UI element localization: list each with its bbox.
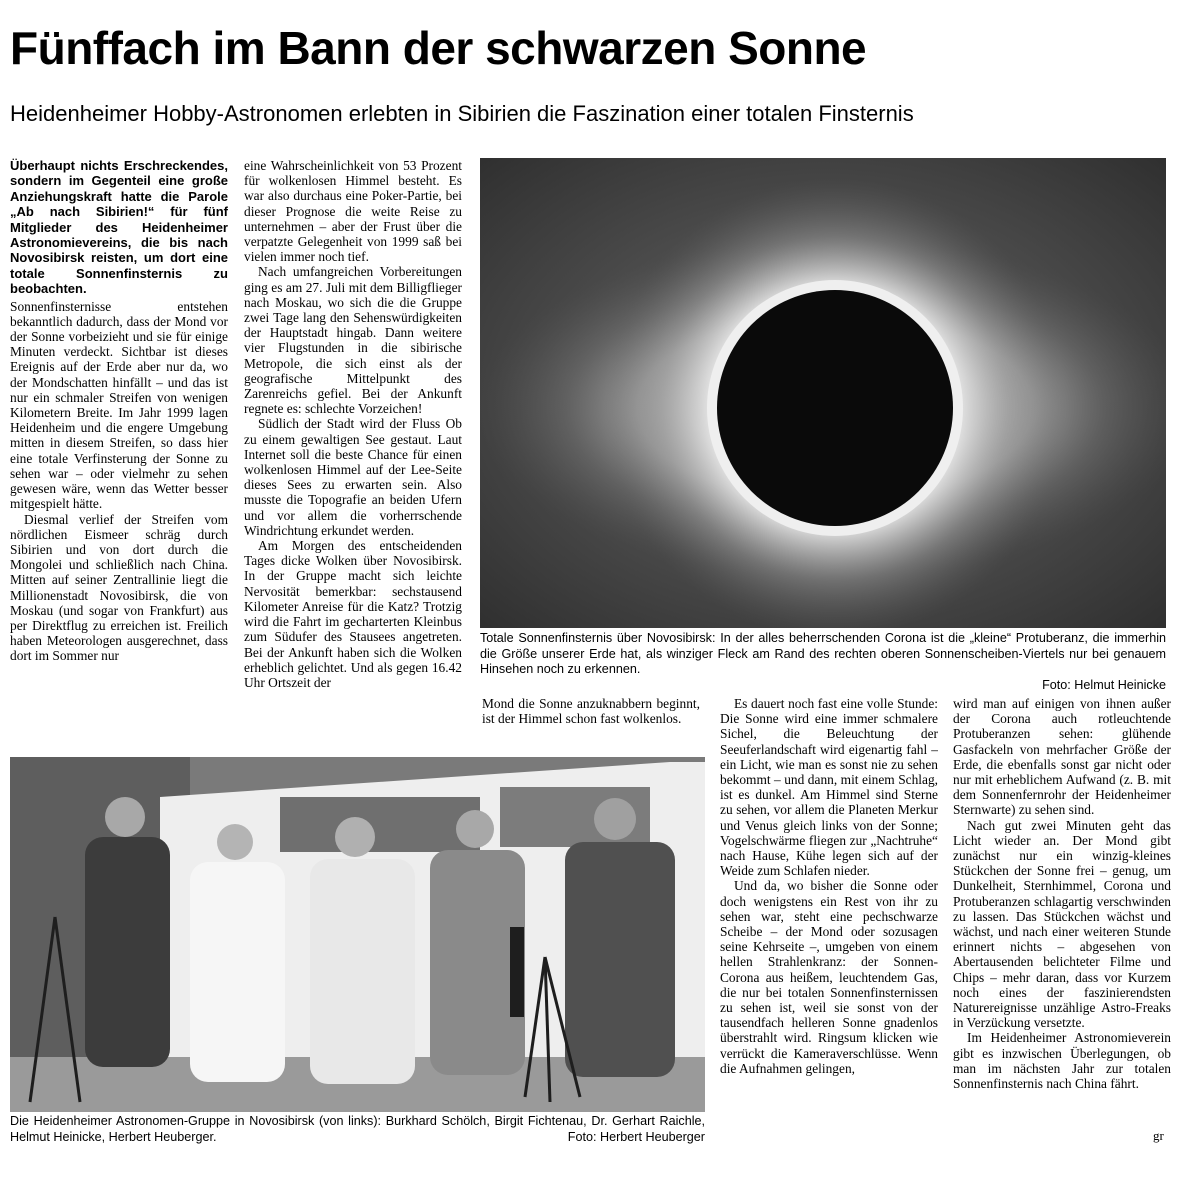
group-caption — [10, 1114, 705, 1145]
group-image — [10, 757, 705, 1112]
paragraph: wird man auf einigen von ihnen außer der Corona auch rotleuchtende Protuberanzen sehen: glühende Gasfackeln von mehrfacher Größe der Erde, die ebenfalls sonst gar nicht oder nur mit erheblichem Aufwand (z. B. mit dem Sonnenfernrohr der Heidenheimer Sternwarte) zu sehen sind. — [953, 696, 1171, 818]
article-column-1 — [10, 158, 228, 748]
paragraph: Und da, wo bisher die Sonne oder doch wenigstens ein Rest von ihr zu sehen war, steht eine pechschwarze Scheibe – der Mond oder sozusagen seine Kehrseite –, umgeben von einem hellen Strahlenkranz: der Sonnen-Corona aus heißem, leuchtendem Gas, die nur bei totalen Sonnenfinsternissen zu sehen ist, weil sie sonst von der tausendfach helleren Sonne gnadenlos überstrahlt wird. Ringsum klicken wie verrückt die Kameraverschlüsse. Wenn die Aufnahmen gelingen, — [720, 878, 938, 1076]
eclipse-caption-text: Totale Sonnenfinsternis über Novosibirsk: In der alles beherrschenden Corona ist die „kleine“ Protuberanz, die immerhin die Größe unserer Erde hat, als winziger Fleck am Rand des rechten oberen Sonnenscheiben-Viertels nur bei genauem Hinsehen noch zu erkennen. — [480, 631, 1166, 676]
group-photo-credit: Foto: Herbert Heuberger — [567, 1129, 705, 1144]
group-photo — [10, 757, 705, 1112]
article-column-4 — [720, 696, 938, 1146]
subheadline: Heidenheimer Hobby-Astronomen erlebten in Sibirien die Faszination einer totalen Finsternis — [10, 101, 914, 126]
article-column-3 — [482, 696, 700, 756]
headline: Fünffach im Bann der schwarzen Sonne — [10, 22, 867, 74]
paragraph: Im Heidenheimer Astronomieverein gibt es inzwischen Überlegungen, ob man im nächsten Jahr zur totalen Sonnenfinsternis nach China fährt. — [953, 1030, 1171, 1092]
author-initials: gr — [1153, 1128, 1164, 1143]
eclipse-photo-credit: Foto: Helmut Heinicke — [1042, 677, 1166, 692]
paragraph: Diesmal verlief der Streifen vom nördlichen Eismeer schräg durch Sibirien und von dort durch die Mongolei und schließlich nach China. Mitten auf seiner Zentrallinie liegt die Millionenstadt Novosibirsk, die von Moskau (und sogar von Frankfurt) aus per Direktflug zu erreichen ist. Freilich haben Meteorologen ausgerechnet, dass dort im Sommer nur — [10, 511, 228, 664]
article-column-5 — [953, 696, 1171, 1146]
paragraph: Es dauert noch fast eine volle Stunde: Die Sonne wird eine immer schmalere Sichel, die Beleuchtung der Seeuferlandschaft wird eigenartig fahl – ein Licht, wie man es sonst nie zu sehen bekommt – und dann, mit einem Schlag, ist es dunkel. Am Himmel sind Sterne zu sehen, vor allem die Planeten Merkur und Venus gleich links von der Sonne; Vogelschwärme fliegen zur „Nachtruhe“ nach Hause, Kühe legen sich auf der Weide zum Schlafen nieder. — [720, 696, 938, 879]
eclipse-image — [480, 158, 1166, 628]
eclipse-caption — [480, 631, 1166, 693]
paragraph: Sonnenfinsternisse entstehen bekanntlich dadurch, dass der Mond vor der Sonne vorbeizieht und sie für einige Minuten verdeckt. Sichtbar ist dieses Ereignis auf der Erde aber nur da, wo der Mondschatten hinfällt – und das ist nur ein schmaler Streifen von wenigen Kilometern Breite. Im Jahr 1999 lagen Heidenheim und die engere Umgebung mitten in diesem Streifen, so dass hier eine totale Verfinsterung der Sonne zu sehen war – oder vielmehr zu sehen gewesen wäre, wenn das Wetter besser mitgespielt hätte. — [10, 298, 228, 512]
paragraph: Am Morgen des entscheidenden Tages dicke Wolken über Novosibirsk. In der Gruppe macht sich leichte Nervosität bemerkbar: sechstausend Kilometer Anreise für die Katz? Trotzig wird die Fahrt im gecharterten Kleinbus zum Südufer des Stausees angetreten. Bei der Ankunft haben sich die Wolken erheblich gelichtet. Und als gegen 16.42 Uhr Ortszeit der — [244, 538, 462, 690]
paragraph: Mond die Sonne anzuknabbern beginnt, ist der Himmel schon fast wolkenlos. — [482, 696, 700, 727]
paragraph: eine Wahrscheinlichkeit von 53 Prozent für wolkenlosen Himmel besteht. Es war also durchaus eine Poker-Partie, bei dieser Prognose die weite Reise zu unternehmen – aber der Frust über die verpatzte Gelegenheit von 1999 saß bei vielen immer noch tief. — [244, 158, 462, 265]
group-caption-text: Die Heidenheimer Astronomen-Gruppe in Novosibirsk (von links): Burkhard Schölch, Birgit Fichtenau, Dr. Gerhart Raichle, Helmut Heinicke, Herbert Heuberger. — [10, 1114, 705, 1144]
paragraph: Nach gut zwei Minuten geht das Licht wieder an. Der Mond gibt zunächst nur ein winzig-kleines Stückchen der Sonne frei – genug, um Dunkelheit, Sternhimmel, Corona und Protuberanzen schlagartig verschwinden zu lassen. Das Stückchen wächst und wächst, und nach einer weiteren Stunde erinnert nichts – abgesehen von Abertausenden belichteter Filme und Chips – mehr daran, dass vor Kurzem noch eines der faszinierendsten Naturereignisse unzählige Astro-Freaks in Verzückung versetzte. — [953, 817, 1171, 1031]
paragraph: Südlich der Stadt wird der Fluss Ob zu einem gewaltigen See gestaut. Laut Internet soll die beste Chance für einen wolkenlosen Himmel auf der Lee-Seite dieses Sees zu erwarten sein. Also musste die Topografie an beiden Ufern und vor allem die vorherrschende Windrichtung erkundet werden. — [244, 416, 462, 538]
lead-paragraph: Überhaupt nichts Erschreckendes, sondern im Gegenteil eine große Anziehungskraft hatte die Parole „Ab nach Sibirien!“ für fünf Mitglieder des Heidenheimer Astronomievereins, die bis nach Novosibirsk reisten, um dort eine totale Sonnenfinsternis zu beobachten. — [10, 158, 228, 297]
article-column-2 — [244, 158, 462, 748]
paragraph: Nach umfangreichen Vorbereitungen ging es am 27. Juli mit dem Billigflieger nach Moskau, wo sich die die Gruppe zwei Tage lang den Sehenswürdigkeiten der Hauptstadt hingab. Dann weitere vier Flugstunden in die sibirische Metropole, die sich einst als der geografische Mittelpunkt des Zarenreichs gefiel. Bei der Ankunft regnete es: schlechte Vorzeichen! — [244, 264, 462, 417]
eclipse-photo — [480, 158, 1166, 628]
